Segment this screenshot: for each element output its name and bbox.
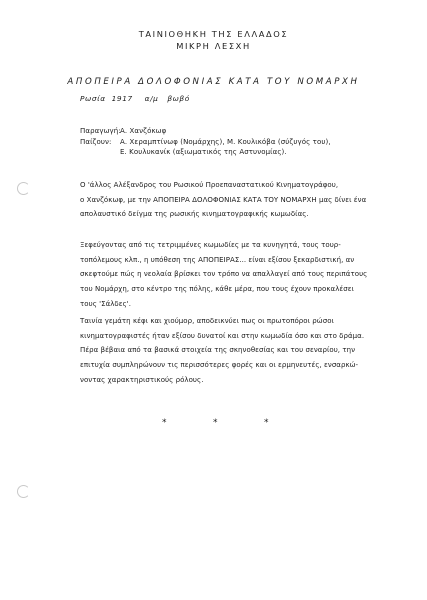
paragraph-3: [80, 314, 398, 388]
header-organization: ΤΑΙΝΙΟΘΗΚΗ ΤΗΣ ΕΛΛΑΔΟΣ: [138, 29, 289, 39]
paragraph-line: Ταινία γεμάτη κέφι και χιούμορ, αποδεικνύει πως οι πρωτοπόροι ρώσοι: [80, 317, 334, 325]
star-mark: *: [264, 418, 269, 428]
paragraph-line: τοπόλεμους κλπ., η υπόθεση της ΑΠΟΠΕΙΡΑΣ... είναι εξίσου ξεκαρδιστική, αν: [80, 255, 355, 264]
paragraph-line: του Νομάρχη, στο κέντρο της πόλης, κάθε μέρα, που τους έχουν προκαλέσει: [80, 285, 354, 294]
paragraph-line: απολαυστικό δείγμα της ρωσικής κινηματογραφικής κωμωδίας.: [80, 210, 309, 219]
cast-row: [80, 137, 331, 148]
paragraph-2: [80, 238, 398, 312]
paragraph-line: τους 'Σάλδες'.: [80, 299, 132, 308]
cast-line-1: Α. Χεραμπτίνωφ (Νομάρχης), Μ. Κουλικόβα (σύζυγός του),: [120, 137, 331, 146]
paragraph-1: [80, 178, 398, 222]
production-label: Παραγωγή:: [80, 127, 121, 135]
paragraph-line: ο Χανζόκωφ, με την ΑΠΟΠΕΙΡΑ ΔΟΛΟΦΟΝΙΑΣ ΚΑΤΑ ΤΟΥ ΝΟΜΑΡΧΗ μας δίνει ένα: [80, 195, 367, 204]
cast-line-2: Ε. Κουλυκανίκ (αξιωματικός της Αστυνομίας).: [120, 148, 287, 156]
header-club: ΜΙΚΡΗ ΛΕΣΧΗ: [176, 41, 251, 51]
punch-hole-bottom: [17, 485, 30, 498]
cast-indent: [80, 147, 120, 158]
paragraph-line: νοντας χαρακτηριστικούς ρόλους.: [80, 375, 204, 384]
cast-row-continued: [80, 147, 331, 158]
paragraph-line: επιτυχία συμπληρώνουν τις περισσότερες φορές και οι ερμηνευτές, ενσαρκώ-: [80, 361, 359, 370]
end-marks: [0, 418, 427, 428]
paragraph-line: σκεφτούμε πώς η νεολαία βρίσκει τον τρόπο να απαλλαγεί από τους περιπάτους: [80, 270, 368, 279]
cast-label: Παίζουν:: [80, 137, 112, 146]
punch-hole-top: [17, 182, 30, 195]
production-value: Α. Χανζόκωφ: [120, 127, 167, 135]
film-meta: Ρωσία 1917 α/μ βωβό: [80, 94, 190, 103]
film-title: ΑΠΟΠΕΙΡΑ ΔΟΛΟΦΟΝΙΑΣ ΚΑΤΑ ΤΟΥ ΝΟΜΑΡΧΗ: [67, 77, 360, 87]
star-mark: *: [213, 418, 218, 428]
star-mark: *: [162, 418, 167, 428]
paragraph-line: Ξεφεύγοντας από τις τετριμμένες κωμωδίες με τα κυνηγητά, τους τουρ-: [80, 241, 341, 249]
paragraph-line: Ο 'άλλος Αλέξανδρος του Ρωσικού Προεπαναστατικού Κινηματογράφου,: [80, 181, 339, 189]
paragraph-line: Πέρα βέβαια από τα βασικά στοιχεία της σκηνοθεσίας και του σεναρίου, την: [80, 346, 356, 355]
credits-block: [80, 126, 331, 158]
production-row: [80, 126, 331, 137]
paragraph-line: κινηματογραφιστές ήταν εξίσου δυνατοί και στην κωμωδία όσο και στο δράμα.: [80, 331, 365, 340]
